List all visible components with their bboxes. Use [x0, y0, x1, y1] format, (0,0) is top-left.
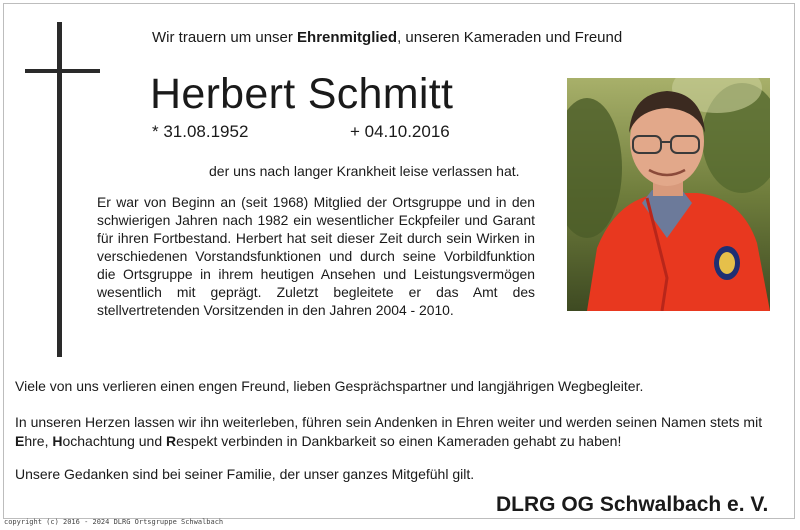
- deceased-name: Herbert Schmitt: [150, 70, 454, 118]
- memory-e: E: [15, 433, 25, 449]
- cross-horizontal-bar: [25, 69, 100, 73]
- portrait-illustration: [567, 78, 770, 311]
- organization-signature: DLRG OG Schwalbach e. V.: [496, 493, 769, 516]
- portrait-photo: [567, 78, 770, 311]
- memory-r-rest: espekt verbinden in Dankbarkeit so einen Kameraden gehabt zu haben!: [176, 433, 622, 449]
- memory-h: H: [52, 433, 63, 449]
- paragraph-memory: [15, 413, 790, 451]
- memory-e-rest: hre,: [24, 433, 53, 449]
- paragraph-friend: Viele von uns verlieren einen engen Freund, lieben Gesprächspartner und langjährigen Wegbegleiter.: [15, 378, 644, 394]
- subline: der uns nach langer Krankheit leise verlassen hat.: [209, 163, 520, 179]
- birth-date: * 31.08.1952: [152, 122, 249, 141]
- memory-r: R: [166, 433, 177, 449]
- biography-text: Er war von Beginn an (seit 1968) Mitglied der Ortsgruppe und in den schwierigen Jahren nach 1982 ein wesentlicher Eckpfeiler und Garant für ihren Fortbestand. Herbert hat seit dieser Zeit durch sein Wirken in verschiedenen Vorstandsfunktionen und durch seine Vorbildfunktion die Ortsgruppe in ihrem heutigen Ansehen und Leistungsvermögen wesentlich mit geprägt. Zuletzt begleitete er das Amt des stellvertretenden Vorsitzenden in den Jahren 2004 - 2010.: [97, 194, 535, 318]
- paragraph-family: Unsere Gedanken sind bei seiner Familie, der unser ganzes Mitgefühl gilt.: [15, 466, 475, 482]
- intro-line: [152, 29, 622, 46]
- memory-h-rest: ochachtung und: [62, 433, 167, 449]
- death-date: + 04.10.2016: [350, 122, 450, 141]
- intro-bold: Ehrenmitglied: [297, 29, 398, 46]
- intro-text-end: , unseren Kameraden und Freund: [397, 29, 623, 46]
- intro-text: Wir trauern um unser: [152, 29, 298, 46]
- memory-text: In unseren Herzen lassen wir ihn weiterleben, führen sein Andenken in Ehren weiter und werden seinen Namen stets mit: [15, 414, 763, 430]
- copyright-notice: copyright (c) 2016 - 2024 DLRG Ortsgruppe Schwalbach: [4, 518, 224, 526]
